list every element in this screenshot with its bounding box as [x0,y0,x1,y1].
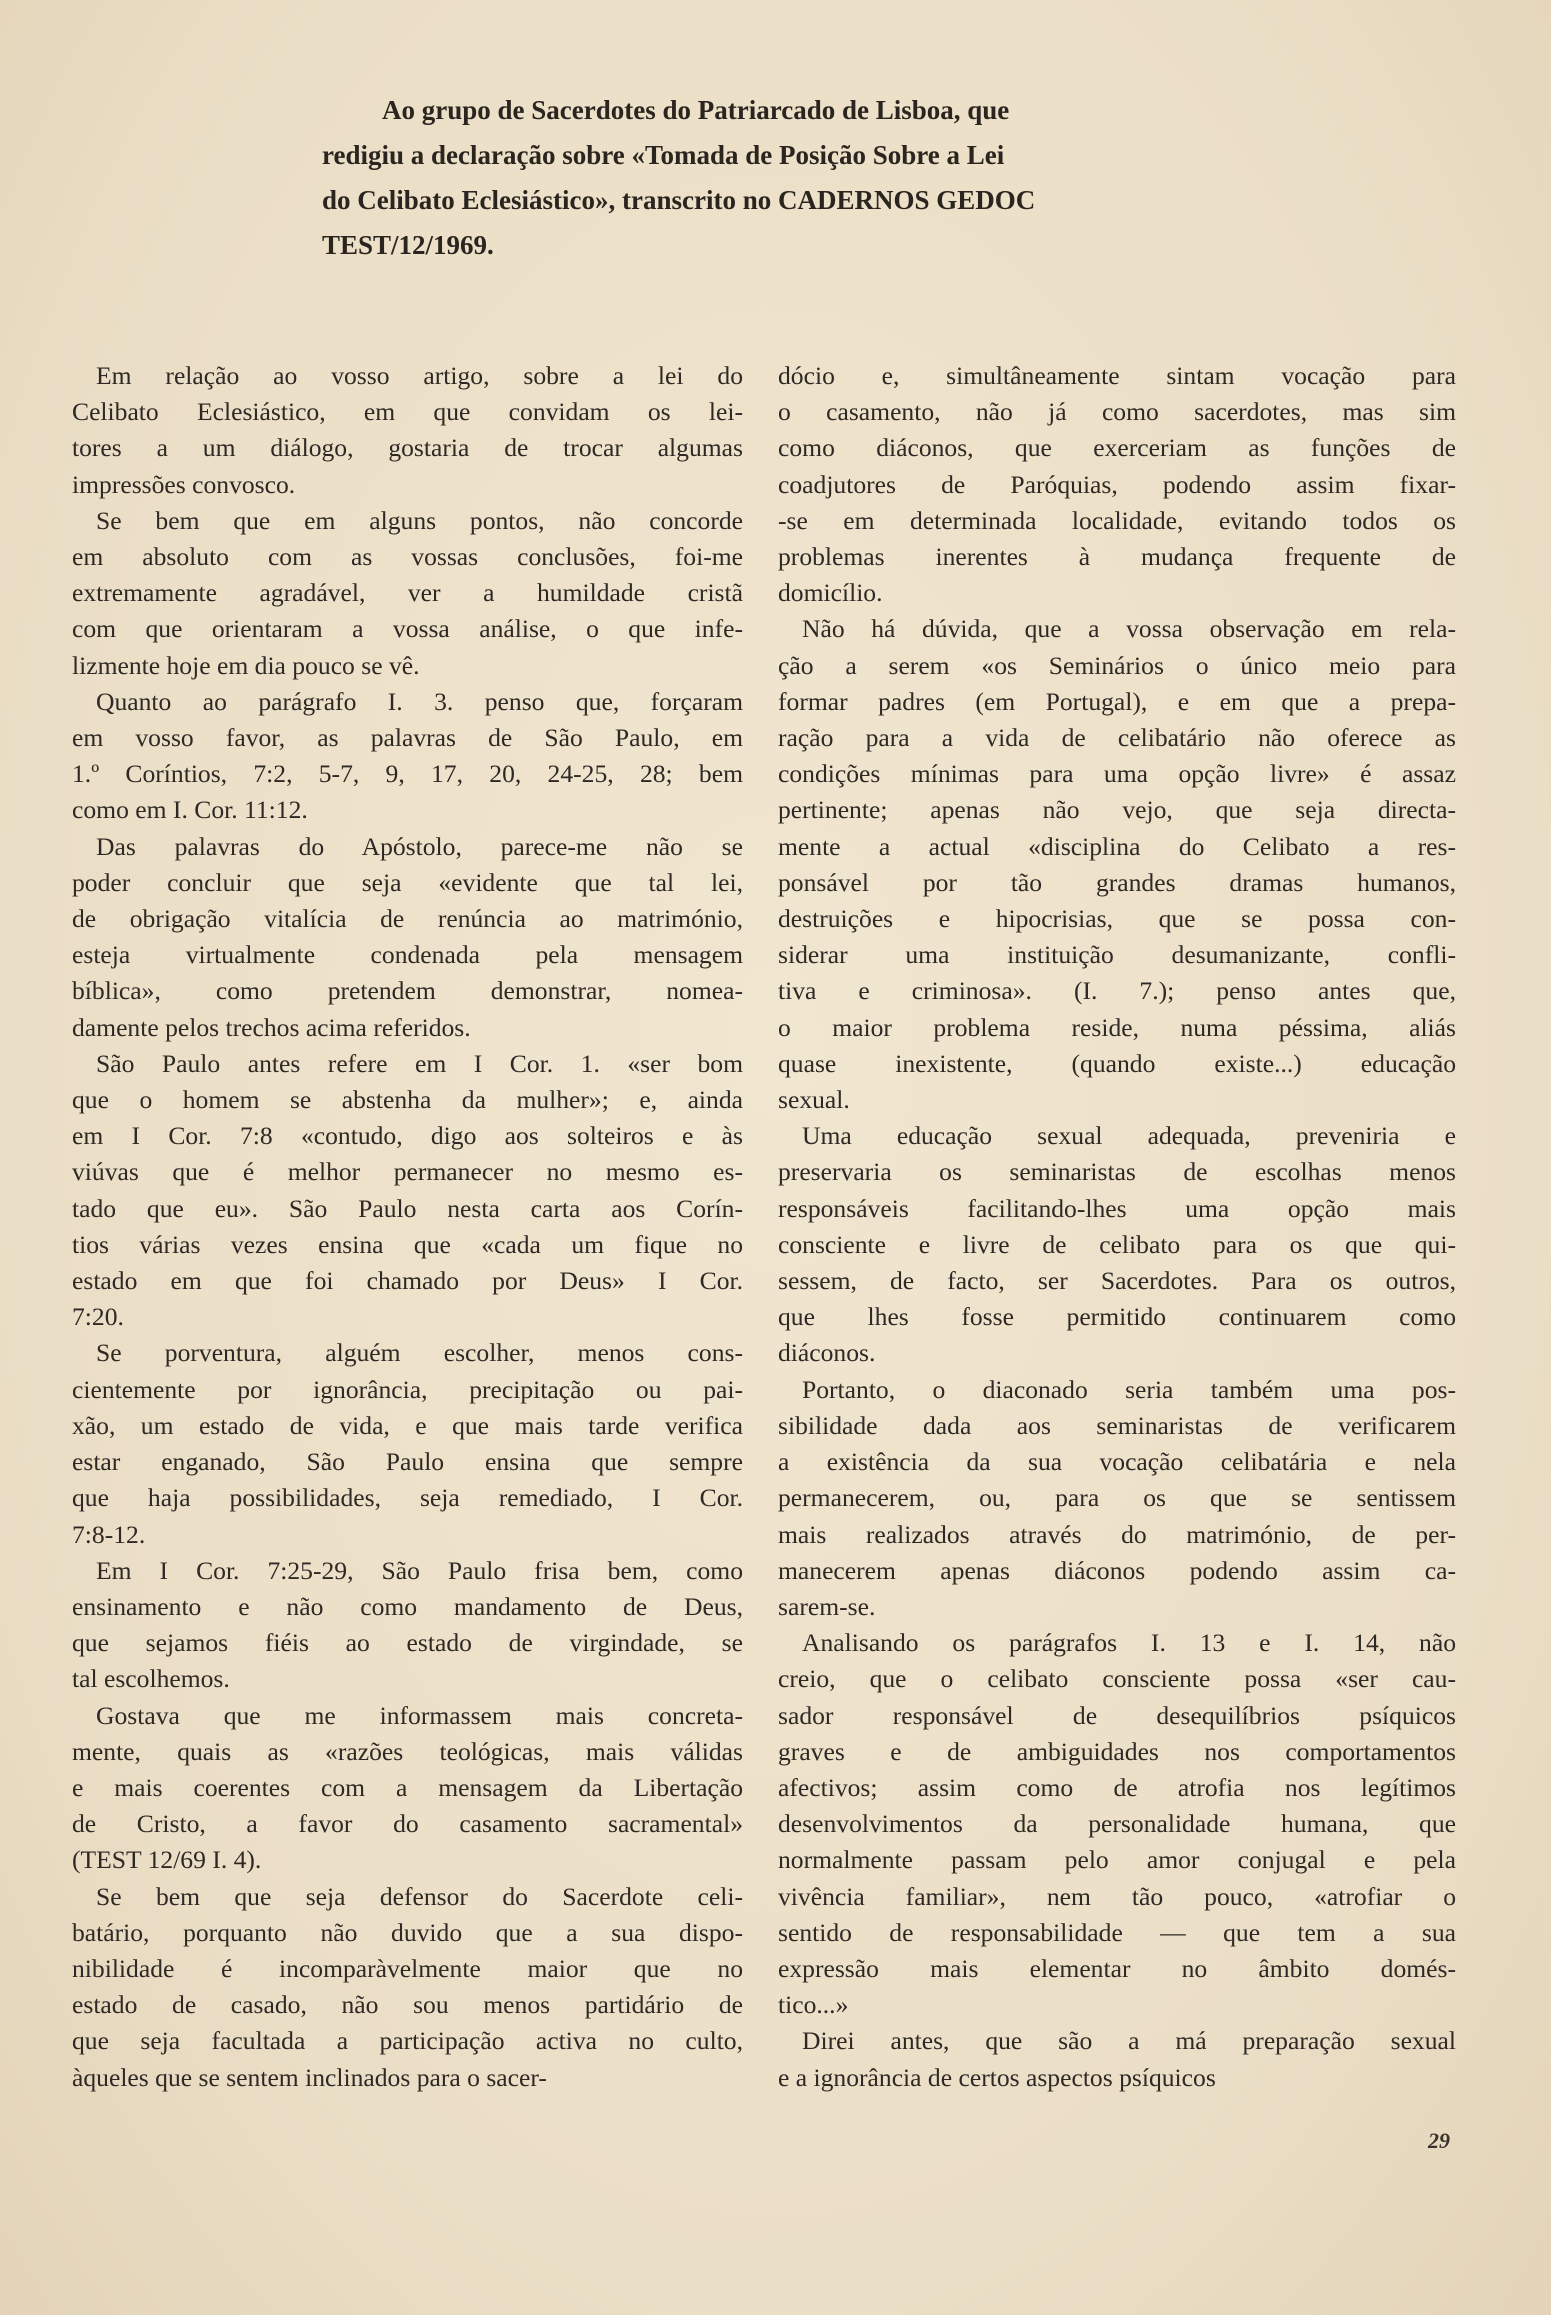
left-text-column [72,358,743,2096]
text-line: (TEST 12/69 I. 4). [72,1845,262,1875]
dedication-line: TEST/12/1969. [322,230,494,260]
paragraph [72,503,743,684]
paragraph [72,358,743,503]
text-line: com que orientaram a vossa análise, o que infe- [72,614,743,644]
text-line: como em I. Cor. 11:12. [72,795,308,825]
text-line: Celibato Eclesiástico, em que convidam os lei- [72,397,743,427]
page-number: 29 [1428,2128,1450,2153]
text-line: àqueles que se sentem inclinados para o sacer- [72,2062,547,2092]
text-line: -se em determinada localidade, evitando todos os [778,505,1456,535]
text-line: graves e de ambiguidades nos comportamentos [778,1736,1456,1766]
text-line: e mais coerentes com a mensagem da Libertação [72,1772,743,1802]
text-line: destruições e hipocrisias, que se possa con- [778,904,1456,934]
text-line: diáconos. [778,1338,876,1368]
text-line: nibilidade é incomparàvelmente maior que no [72,1953,743,1983]
text-line: afectivos; assim como de atrofia nos legítimos [778,1772,1456,1802]
text-line: Em I Cor. 7:25-29, São Paulo frisa bem, como [96,1555,743,1585]
text-line: estar enganado, São Paulo ensina que sempre [72,1447,743,1477]
text-line: tiva e criminosa». (I. 7.); penso antes que, [778,976,1456,1006]
text-line: em absoluto com as vossas conclusões, foi-me [72,542,743,572]
text-line: domicílio. [778,578,883,608]
text-line: sessem, de facto, ser Sacerdotes. Para os outros, [778,1266,1456,1296]
paragraph [778,1118,1456,1371]
dedication-line: Ao grupo de Sacerdotes do Patriarcado de Lisboa, que [382,95,1010,125]
text-line: São Paulo antes refere em I Cor. 1. «ser bom [96,1048,743,1078]
text-line: em vosso favor, as palavras de São Paulo, em [72,723,743,753]
text-line: extremamente agradável, ver a humildade cristã [72,578,743,608]
text-line: de obrigação vitalícia de renúncia ao matrimónio, [72,904,743,934]
text-line: desenvolvimentos da personalidade humana, que [778,1809,1456,1839]
dedication-line: do Celibato Eclesiástico», transcrito no CADERNOS GEDOC [322,185,1036,215]
text-line: tios várias vezes ensina que «cada um fique no [72,1229,743,1259]
text-line: Se bem que em alguns pontos, não concorde [96,505,743,535]
text-line: sador responsável de desequilíbrios psíquicos [778,1700,1456,1730]
right-text-column [778,358,1456,2096]
text-line: formar padres (em Portugal), e em que a prepa- [778,686,1456,716]
text-line: esteja virtualmente condenada pela mensagem [72,940,743,970]
text-line: 7:8-12. [72,1519,146,1549]
dedication-heading [322,88,1180,268]
paragraph [72,1553,743,1698]
text-line: que o homem se abstenha da mulher»; e, ainda [72,1085,743,1115]
text-line: tores a um diálogo, gostaria de trocar algumas [72,433,743,463]
text-line: Portanto, o diaconado seria também uma pos- [802,1374,1456,1404]
text-line: tico...» [778,1990,849,2020]
text-line: responsáveis facilitando-lhes uma opção mais [778,1193,1456,1223]
paragraph [778,611,1456,1118]
paragraph [778,1625,1456,2023]
text-line: sarem-se. [778,1591,876,1621]
text-line: tado que eu». São Paulo nesta carta aos Corín- [72,1193,743,1223]
text-line: que sejamos fiéis ao estado de virgindade, se [72,1628,743,1658]
text-line: problemas inerentes à mudança frequente de [778,542,1456,572]
text-line: mente, quais as «razões teológicas, mais válidas [72,1736,743,1766]
paragraph [778,358,1456,611]
text-line: xão, um estado de vida, e que mais tarde verifica [72,1410,743,1440]
text-line: siderar uma instituição desumanizante, confli- [778,940,1456,970]
paragraph [778,1372,1456,1625]
text-line: a existência da sua vocação celibatária e nela [778,1447,1456,1477]
text-line: ção a serem «os Seminários o único meio para [778,650,1456,680]
text-line: Se bem que seja defensor do Sacerdote celi- [96,1881,743,1911]
paragraph [778,2023,1456,2095]
paragraph [72,1335,743,1552]
text-line: poder concluir que seja «evidente que tal lei, [72,867,743,897]
text-line: batário, porquanto não duvido que a sua dispo- [72,1917,743,1947]
text-line: Se porventura, alguém escolher, menos cons- [96,1338,743,1368]
text-line: normalmente passam pelo amor conjugal e pela [778,1845,1456,1875]
text-line: que lhes fosse permitido continuarem como [778,1302,1456,1332]
text-line: quase inexistente, (quando existe...) educação [778,1048,1456,1078]
text-line: mente a actual «disciplina do Celibato a res- [778,831,1456,861]
text-line: bíblica», como pretendem demonstrar, nomea- [72,976,743,1006]
text-line: Analisando os parágrafos I. 13 e I. 14, não [802,1628,1456,1658]
paragraph [72,1046,743,1336]
text-line: como diáconos, que exerceriam as funções de [778,433,1456,463]
text-line: que haja possibilidades, seja remediado, I Cor. [72,1483,743,1513]
text-line: Das palavras do Apóstolo, parece-me não se [96,831,743,861]
text-line: impressões convosco. [72,469,296,499]
text-line: de Cristo, a favor do casamento sacramental» [72,1809,743,1839]
text-line: Uma educação sexual adequada, preveniria e [802,1121,1456,1151]
text-line: Em relação ao vosso artigo, sobre a lei do [96,361,743,390]
text-line: preservaria os seminaristas de escolhas menos [778,1157,1456,1187]
text-line: lizmente hoje em dia pouco se vê. [72,650,420,680]
text-line: ponsável por tão grandes dramas humanos, [778,867,1456,897]
text-line: condições mínimas para uma opção livre» é assaz [778,759,1456,789]
text-line: creio, que o celibato consciente possa «ser cau- [778,1664,1456,1694]
text-line: Não há dúvida, que a vossa observação em rela- [802,614,1456,644]
text-line: 1.º Coríntios, 7:2, 5-7, 9, 17, 20, 24-25, 28; bem [72,759,743,789]
text-line: coadjutores de Paróquias, podendo assim fixar- [778,469,1456,499]
dedication-line: redigiu a declaração sobre «Tomada de Posição Sobre a Lei [322,140,1005,170]
text-line: mais realizados através do matrimónio, de per- [778,1519,1456,1549]
text-line: expressão mais elementar no âmbito domés- [778,1953,1456,1983]
paragraph [72,1698,743,1879]
paragraph [72,1879,743,2096]
text-line: damente pelos trechos acima referidos. [72,1012,471,1042]
text-line: o maior problema reside, numa péssima, aliás [778,1012,1456,1042]
paragraph [72,684,743,829]
text-line: viúvas que é melhor permanecer no mesmo es- [72,1157,743,1187]
text-line: vivência familiar», nem tão pouco, «atrofiar o [778,1881,1456,1911]
text-line: estado em que foi chamado por Deus» I Cor. [72,1266,743,1296]
text-line: permanecerem, ou, para os que se sentissem [778,1483,1456,1513]
text-line: tal escolhemos. [72,1664,230,1694]
text-line: e a ignorância de certos aspectos psíquicos [778,2062,1216,2092]
text-line: sentido de responsabilidade — que tem a sua [778,1917,1456,1947]
text-line: ensinamento e não como mandamento de Deus, [72,1591,743,1621]
text-line: consciente e livre de celibato para os que qui- [778,1229,1456,1259]
text-line: o casamento, não já como sacerdotes, mas sim [778,397,1456,427]
text-line: Gostava que me informassem mais concreta- [96,1700,743,1730]
text-line: que seja facultada a participação activa no culto, [72,2026,743,2056]
text-line: sibilidade dada aos seminaristas de verificarem [778,1410,1456,1440]
text-line: pertinente; apenas não vejo, que seja directa- [778,795,1456,825]
text-line: manecerem apenas diáconos podendo assim ca- [778,1555,1456,1585]
text-line: dócio e, simultâneamente sintam vocação para [778,361,1456,390]
text-line: sexual. [778,1085,850,1115]
text-line: 7:20. [72,1302,124,1332]
text-line: cientemente por ignorância, precipitação ou pai- [72,1374,743,1404]
text-line: estado de casado, não sou menos partidário de [72,1990,743,2020]
text-line: Quanto ao parágrafo I. 3. penso que, forçaram [96,686,743,716]
text-line: Direi antes, que são a má preparação sexual [802,2026,1456,2056]
paragraph [72,829,743,1046]
text-line: ração para a vida de celibatário não oferece as [778,723,1456,753]
text-line: em I Cor. 7:8 «contudo, digo aos solteiros e às [72,1121,743,1151]
